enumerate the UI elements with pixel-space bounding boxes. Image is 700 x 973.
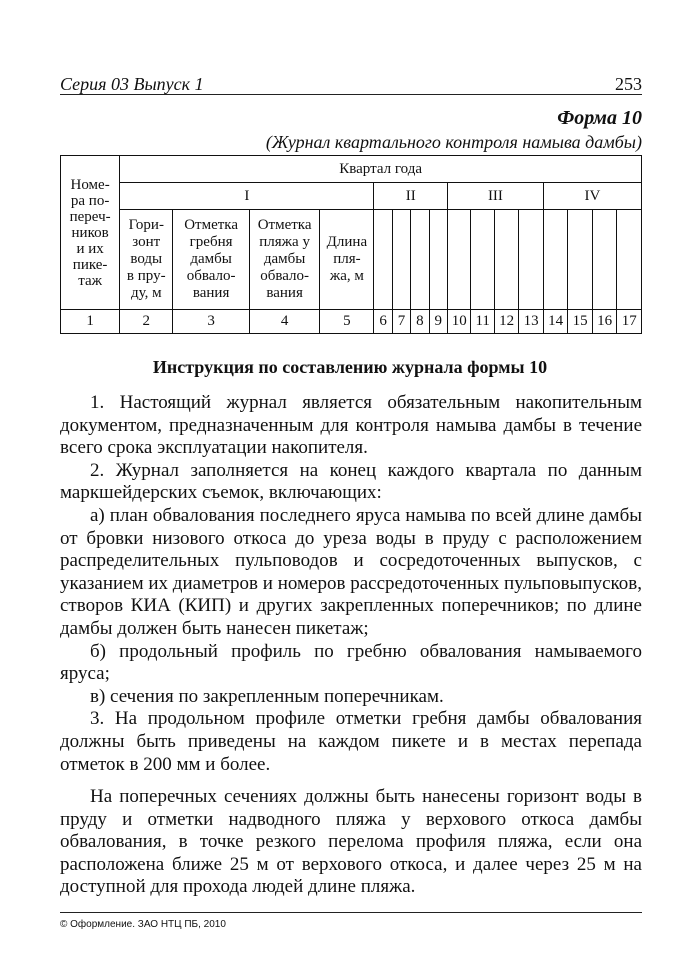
copyright-text: © Оформление. ЗАО НТЦ ПБ, 2010 xyxy=(60,919,226,930)
paragraph-2: 2. Журнал заполняется на конец каждого квартала по данным маркшейдерских съемок, включающих: xyxy=(60,459,642,504)
empty-cell xyxy=(519,210,544,310)
empty-cell xyxy=(494,210,519,310)
empty-cell xyxy=(568,210,593,310)
column-number: 5 xyxy=(320,310,374,334)
column-number: 4 xyxy=(249,310,319,334)
empty-cell xyxy=(471,210,494,310)
footer xyxy=(60,912,642,930)
water-level-header: Гори- зонт воды в пру- ду, м xyxy=(120,210,173,310)
journal-table xyxy=(60,155,642,334)
column-number: 11 xyxy=(471,310,494,334)
paragraph-2a: а) план обвалования последнего яруса намыва по всей длине дамбы от бровки низового откоса до уреза воды в пруду с расположением распределительных пульповодов и сосредоточенных выпусков, с указанием их диаметров и номеров рассредоточенных пульповыпусков, створов КИА (КИП) и других закрепленных поперечников; по длине дамбы должен быть нанесен пикетаж; xyxy=(60,504,642,639)
column-number: 17 xyxy=(617,310,642,334)
empty-cell xyxy=(543,210,568,310)
instructions-title: Инструкция по составлению журнала формы 10 xyxy=(152,357,548,377)
paragraph-2c: в) сечения по закрепленным поперечникам. xyxy=(90,685,444,707)
column-number: 14 xyxy=(543,310,568,334)
form-title: Форма 10 xyxy=(557,107,642,129)
column-number: 10 xyxy=(447,310,470,334)
quarter-4-header: IV xyxy=(543,183,641,210)
quarter-3-header: III xyxy=(447,183,543,210)
column-number: 9 xyxy=(429,310,447,334)
quarter-header: Квартал года xyxy=(120,156,642,183)
beach-mark-header: Отметка пляжа у дамбы обвало- вания xyxy=(249,210,319,310)
empty-cell xyxy=(592,210,617,310)
empty-cell xyxy=(374,210,392,310)
column-number: 3 xyxy=(173,310,250,334)
column-number: 1 xyxy=(61,310,120,334)
column-number: 16 xyxy=(592,310,617,334)
running-header xyxy=(60,72,642,95)
series-label: Серия 03 Выпуск 1 xyxy=(60,74,204,94)
form-subtitle: (Журнал квартального контроля намыва дамбы) xyxy=(265,132,642,152)
paragraph-4: На поперечных сечениях должны быть нанесены горизонт воды в пруду и отметки надводного пляжа у верхового откоса дамбы обвалования, в точке резкого перелома профиля пляжа, если она расположена ближе 25 м от верхового откоса, и далее через 25 м на доступной для прохода людей длине пляжа. xyxy=(60,786,642,898)
column-header-cross-sections: Номе- ра по- переч- ников и их пике- таж xyxy=(61,156,120,310)
paragraph-3: 3. На продольном профиле отметки гребня дамбы обвалования должны быть приведены на каждом пикете и в местах перепада отметок в 200 мм и более. xyxy=(60,708,642,775)
column-number: 2 xyxy=(120,310,173,334)
beach-length-header: Длина пля- жа, м xyxy=(320,210,374,310)
empty-cell xyxy=(617,210,642,310)
quarter-1-header: I xyxy=(120,183,374,210)
column-number: 6 xyxy=(374,310,392,334)
paragraph-1: 1. Настоящий журнал является обязательным накопительным документом, предназначенным для контроля намыва дамбы в течение всего срока эксплуатации накопителя. xyxy=(60,392,642,459)
quarter-2-header: II xyxy=(374,183,448,210)
empty-cell xyxy=(392,210,410,310)
column-number: 12 xyxy=(494,310,519,334)
column-number: 13 xyxy=(519,310,544,334)
column-number: 8 xyxy=(411,310,429,334)
crest-mark-header: Отметка гребня дамбы обвало- вания xyxy=(173,210,250,310)
page-number: 253 xyxy=(615,74,642,94)
column-number: 7 xyxy=(392,310,410,334)
column-number: 15 xyxy=(568,310,593,334)
empty-cell xyxy=(429,210,447,310)
empty-cell xyxy=(447,210,470,310)
instructions-body xyxy=(60,392,642,899)
paragraph-2b: б) продольный профиль по гребню обвалования намываемого яруса; xyxy=(60,640,642,685)
empty-cell xyxy=(411,210,429,310)
